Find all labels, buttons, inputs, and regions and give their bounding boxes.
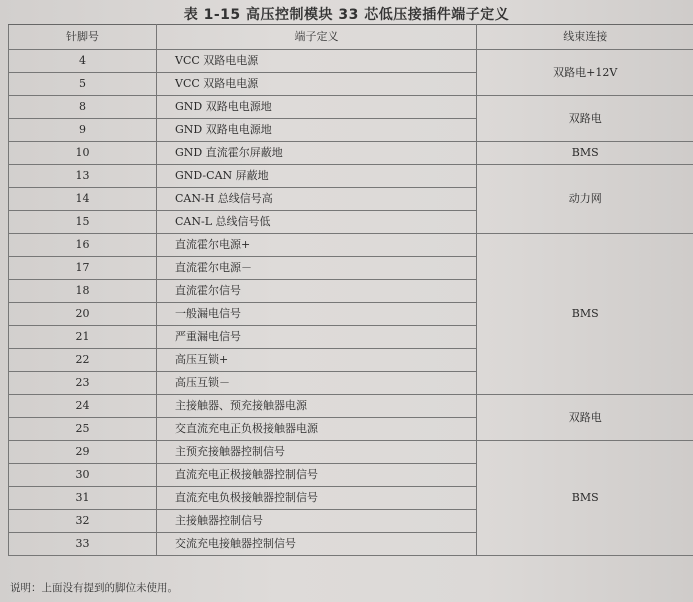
table-row [9, 395, 693, 418]
pin-number-cell: 15 [9, 211, 157, 234]
pin-number-cell: 25 [9, 418, 157, 441]
pin-definition-cell: 高压互锁+ [157, 349, 477, 372]
pin-definition-cell: 直流霍尔电源+ [157, 234, 477, 257]
pin-definition-cell: 主接触器、预充接触器电源 [157, 395, 477, 418]
table-row [9, 50, 693, 73]
table-row [9, 142, 693, 165]
connection-cell: BMS [477, 234, 693, 395]
pin-number-cell: 20 [9, 303, 157, 326]
pin-definition-cell: 一般漏电信号 [157, 303, 477, 326]
connection-cell: 动力网 [477, 165, 693, 234]
pin-number-cell: 30 [9, 464, 157, 487]
table-body [9, 50, 693, 556]
pin-number-cell: 8 [9, 96, 157, 119]
pin-number-cell: 16 [9, 234, 157, 257]
connection-cell: BMS [477, 142, 693, 165]
pin-number-cell: 21 [9, 326, 157, 349]
pin-number-cell: 23 [9, 372, 157, 395]
table-row [9, 165, 693, 188]
table-row [9, 441, 693, 464]
pin-definition-cell: 直流充电负极接触器控制信号 [157, 487, 477, 510]
pin-number-cell: 9 [9, 119, 157, 142]
pin-number-cell: 18 [9, 280, 157, 303]
header-definition: 端子定义 [157, 25, 477, 50]
connection-cell: 双路电 [477, 395, 693, 441]
pin-number-cell: 17 [9, 257, 157, 280]
connection-cell: BMS [477, 441, 693, 556]
connection-cell: 双路电+12V [477, 50, 693, 96]
pin-definition-cell: 直流充电正极接触器控制信号 [157, 464, 477, 487]
table-note: 说明：上面没有提到的脚位未使用。 [10, 582, 178, 594]
pin-definition-cell: 高压互锁－ [157, 372, 477, 395]
pin-definition-cell: 直流霍尔电源－ [157, 257, 477, 280]
pin-number-cell: 24 [9, 395, 157, 418]
pin-definition-cell: 直流霍尔信号 [157, 280, 477, 303]
table-row [9, 96, 693, 119]
pin-number-cell: 32 [9, 510, 157, 533]
pin-definition-cell: VCC 双路电电源 [157, 73, 477, 96]
table-row [9, 234, 693, 257]
pin-definition-table [8, 24, 693, 556]
pin-number-cell: 5 [9, 73, 157, 96]
header-pin: 针脚号 [9, 25, 157, 50]
pin-definition-cell: 主预充接触器控制信号 [157, 441, 477, 464]
pin-number-cell: 10 [9, 142, 157, 165]
pin-number-cell: 31 [9, 487, 157, 510]
pin-definition-cell: 严重漏电信号 [157, 326, 477, 349]
pin-definition-cell: VCC 双路电电源 [157, 50, 477, 73]
pin-definition-cell: 主接触器控制信号 [157, 510, 477, 533]
pin-number-cell: 4 [9, 50, 157, 73]
pin-definition-cell: GND 直流霍尔屏蔽地 [157, 142, 477, 165]
table-title: 表 1-15 高压控制模块 33 芯低压接插件端子定义 [183, 7, 510, 23]
connection-cell: 双路电 [477, 96, 693, 142]
pin-number-cell: 33 [9, 533, 157, 556]
pin-number-cell: 22 [9, 349, 157, 372]
header-connection: 线束连接 [477, 25, 693, 50]
pin-definition-cell: GND 双路电电源地 [157, 96, 477, 119]
pin-definition-cell: CAN-H 总线信号高 [157, 188, 477, 211]
pin-definition-cell: GND-CAN 屏蔽地 [157, 165, 477, 188]
pin-definition-cell: 交直流充电正负极接触器电源 [157, 418, 477, 441]
pin-definition-cell: CAN-L 总线信号低 [157, 211, 477, 234]
pin-number-cell: 14 [9, 188, 157, 211]
pin-definition-cell: GND 双路电电源地 [157, 119, 477, 142]
pin-number-cell: 29 [9, 441, 157, 464]
pin-number-cell: 13 [9, 165, 157, 188]
pin-definition-cell: 交流充电接触器控制信号 [157, 533, 477, 556]
table-header-row [9, 25, 693, 50]
